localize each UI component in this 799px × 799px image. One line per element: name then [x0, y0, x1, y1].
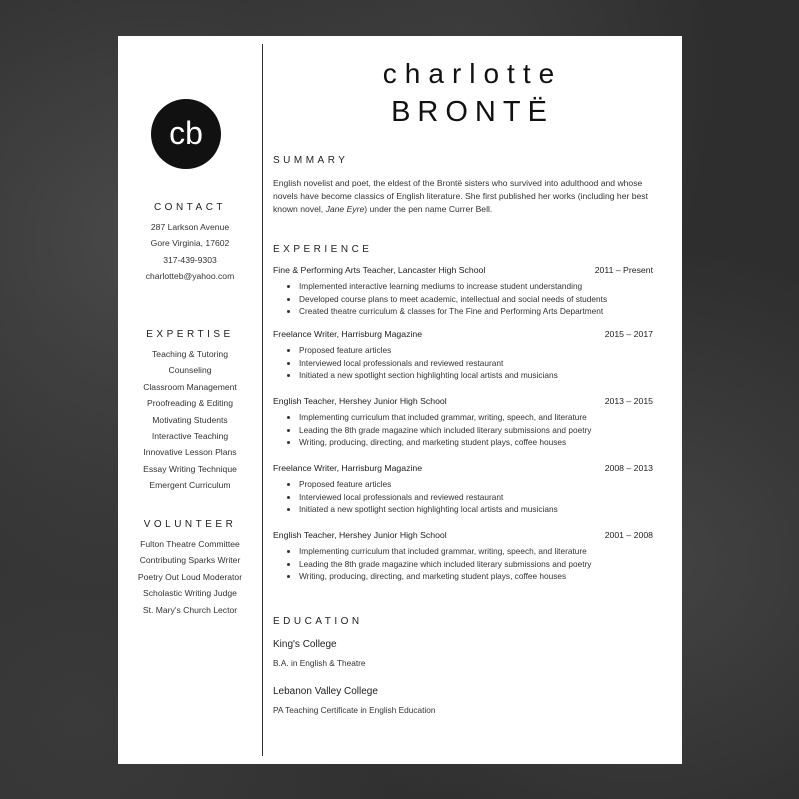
- expertise-item: Classroom Management: [143, 381, 237, 392]
- education-degree: B.A. in English & Theatre: [273, 658, 366, 668]
- job-dates: 2011 – Present: [594, 265, 653, 275]
- job-bullet: • Interviewed local professionals and reviewed restaurant: [299, 357, 653, 370]
- expertise-item: Innovative Lesson Plans: [143, 447, 237, 458]
- expertise-item: Teaching & Tutoring: [152, 349, 228, 359]
- volunteer-item: St. Mary's Church Lector: [142, 604, 238, 615]
- expertise-item: Counseling: [168, 365, 212, 376]
- job-entry: [273, 329, 653, 382]
- contact-section: [118, 202, 262, 285]
- job-bullet: • Leading the 8th grade magazine which included literary submissions and poetry: [299, 424, 653, 437]
- job-bullet: • Proposed feature articles: [299, 344, 653, 357]
- job-dates: 2001 – 2008: [604, 530, 653, 540]
- job-bullet: • Initiated a new spotlight section highlighting local artists and musicians: [299, 369, 653, 382]
- job-bullet: • Developed course plans to meet academic, intellectual and social needs of students: [299, 293, 653, 306]
- contact-city: Gore Virginia, 17602: [150, 238, 230, 249]
- job-title: English Teacher, Hershey Junior High School: [273, 396, 447, 406]
- job-title: English Teacher, Hershey Junior High School: [273, 530, 447, 540]
- job-entry: [273, 265, 653, 318]
- resume-page: [118, 36, 682, 764]
- education-school: Lebanon Valley College: [273, 686, 378, 697]
- column-divider: [262, 44, 263, 756]
- summary-title: SUMMARY: [273, 155, 349, 166]
- contact-address: 287 Larkson Avenue: [150, 222, 230, 232]
- volunteer-item: Contributing Sparks Writer: [139, 555, 241, 566]
- job-bullet: • Proposed feature articles: [299, 478, 653, 491]
- job-title: Freelance Writer, Harrisburg Magazine: [273, 329, 423, 339]
- job-dates: 2008 – 2013: [604, 463, 653, 473]
- job-bullet: • Interviewed local professionals and reviewed restaurant: [299, 491, 653, 504]
- education-school: King's College: [273, 639, 337, 650]
- contact-email: charlotteb@yahoo.com: [145, 271, 235, 282]
- last-name: BRONTË: [391, 96, 554, 128]
- summary-book-title: Jane Eyre: [325, 204, 365, 214]
- summary-text-part: ) under the pen name Currer Bell.: [364, 204, 493, 214]
- expertise-item: Proofreading & Editing: [147, 398, 233, 409]
- job-bullet: • Implementing curriculum that included grammar, writing, speech, and literature: [299, 411, 653, 424]
- expertise-title: EXPERTISE: [146, 329, 234, 340]
- volunteer-section: [118, 519, 262, 618]
- job-bullet: • Leading the 8th grade magazine which included literary submissions and poetry: [299, 558, 653, 571]
- summary-text-part: English novelist and poet, the eldest of the Brontë sisters who survived into adulthood and whose novels have become classics of English literature. She first published her works (including her best known novel,: [273, 178, 648, 214]
- expertise-section: [118, 329, 262, 494]
- job-bullet: • Implemented interactive learning mediums to increase student understanding: [299, 280, 653, 293]
- job-bullet: • Initiated a new spotlight section highlighting local artists and musicians: [299, 503, 653, 516]
- job-bullet: • Writing, producing, directing, and marketing student plays, coffee houses: [299, 436, 653, 449]
- experience-title: EXPERIENCE: [273, 244, 373, 255]
- job-title: Freelance Writer, Harrisburg Magazine: [273, 463, 423, 473]
- first-name: charlotte: [382, 58, 563, 89]
- expertise-item: Emergent Curriculum: [149, 480, 231, 491]
- expertise-item: Interactive Teaching: [151, 431, 229, 442]
- expertise-item: Essay Writing Technique: [143, 463, 237, 474]
- job-bullet: • Implementing curriculum that included grammar, writing, speech, and literature: [299, 545, 653, 558]
- job-bullet: • Writing, producing, directing, and marketing student plays, coffee houses: [299, 570, 653, 583]
- education-title: EDUCATION: [273, 616, 363, 627]
- job-bullet: • Created theatre curriculum & classes for The Fine and Performing Arts Department: [299, 305, 653, 318]
- education-degree: PA Teaching Certificate in English Education: [273, 705, 436, 715]
- job-title: Fine & Performing Arts Teacher, Lancaster High School: [273, 265, 486, 275]
- volunteer-item: Poetry Out Loud Moderator: [137, 571, 243, 582]
- volunteer-item: Fulton Theatre Committee: [140, 539, 240, 549]
- job-dates: 2013 – 2015: [604, 396, 653, 406]
- job-entry: [273, 530, 653, 583]
- contact-title: CONTACT: [153, 202, 227, 213]
- contact-phone: 317-439-9303: [163, 254, 217, 265]
- volunteer-item: Scholastic Writing Judge: [143, 588, 237, 599]
- monogram-logo: cb: [151, 99, 221, 169]
- volunteer-title: VOLUNTEER: [143, 519, 237, 530]
- job-entry: [273, 396, 653, 449]
- summary-text: [273, 177, 653, 216]
- job-dates: 2015 – 2017: [604, 329, 653, 339]
- expertise-item: Motivating Students: [152, 414, 228, 425]
- job-entry: [273, 463, 653, 516]
